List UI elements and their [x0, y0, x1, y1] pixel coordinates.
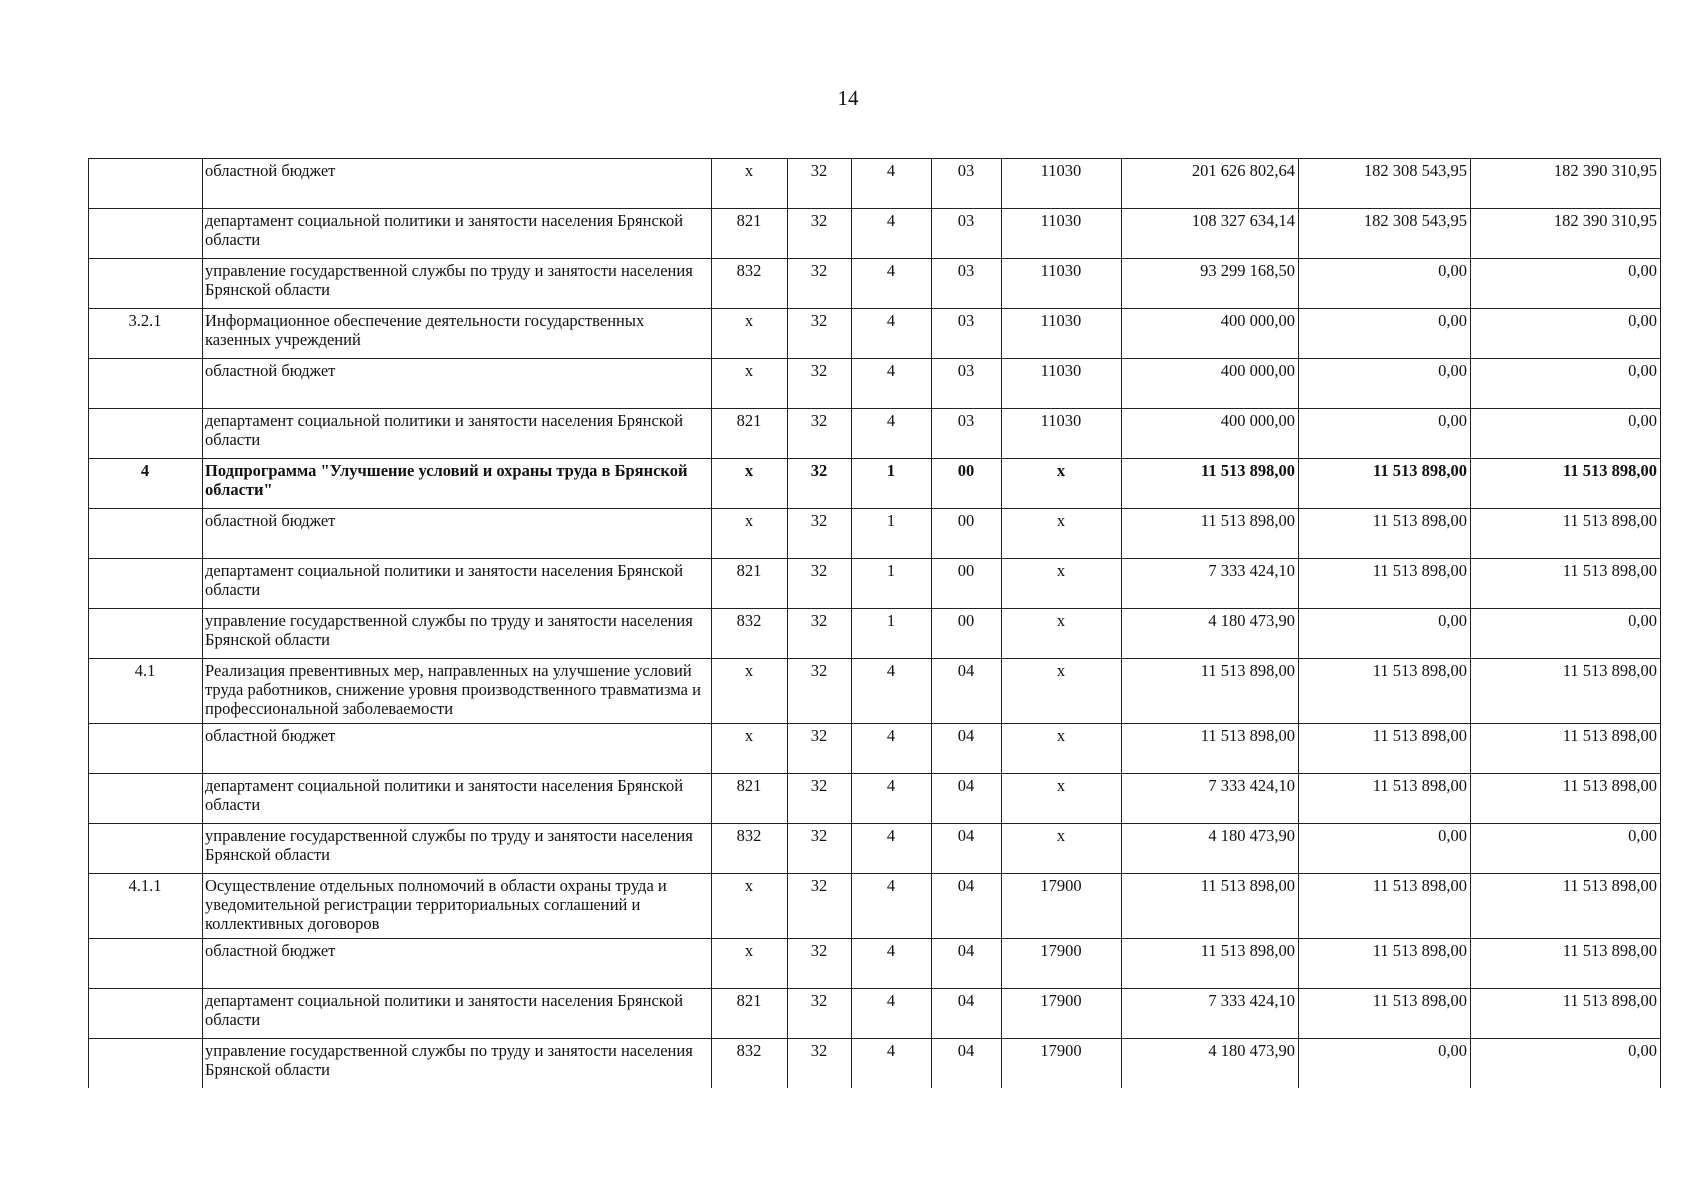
row-number: [89, 1039, 203, 1089]
cell-amount-2: 11 513 898,00: [1299, 939, 1471, 989]
cell-code-1: х: [712, 159, 788, 209]
table-row: [89, 509, 1661, 559]
row-name: департамент социальной политики и занятости населения Брянской области: [203, 774, 712, 824]
cell-code-5: х: [1002, 609, 1122, 659]
cell-code-4: 04: [932, 939, 1002, 989]
table-row: [89, 409, 1661, 459]
row-number: [89, 939, 203, 989]
cell-code-3: 1: [852, 559, 932, 609]
cell-amount-2: 182 308 543,95: [1299, 159, 1471, 209]
cell-amount-1: 93 299 168,50: [1122, 259, 1299, 309]
cell-code-2: 32: [788, 559, 852, 609]
cell-code-3: 1: [852, 609, 932, 659]
table-row: [89, 309, 1661, 359]
table-row: [89, 559, 1661, 609]
cell-amount-3: 11 513 898,00: [1471, 774, 1661, 824]
cell-code-4: 00: [932, 559, 1002, 609]
cell-code-5: х: [1002, 724, 1122, 774]
cell-code-5: 11030: [1002, 159, 1122, 209]
row-name: департамент социальной политики и занятости населения Брянской области: [203, 409, 712, 459]
cell-amount-3: 182 390 310,95: [1471, 209, 1661, 259]
row-number: [89, 824, 203, 874]
table-row: [89, 359, 1661, 409]
cell-code-1: 821: [712, 559, 788, 609]
cell-code-1: 832: [712, 824, 788, 874]
cell-code-1: 821: [712, 409, 788, 459]
cell-amount-2: 11 513 898,00: [1299, 724, 1471, 774]
cell-code-5: х: [1002, 509, 1122, 559]
cell-code-2: 32: [788, 459, 852, 509]
cell-code-4: 00: [932, 609, 1002, 659]
cell-amount-1: 400 000,00: [1122, 359, 1299, 409]
cell-code-4: 03: [932, 359, 1002, 409]
cell-amount-1: 11 513 898,00: [1122, 939, 1299, 989]
cell-amount-3: 11 513 898,00: [1471, 559, 1661, 609]
table-row: [89, 459, 1661, 509]
cell-amount-1: 11 513 898,00: [1122, 509, 1299, 559]
row-number: [89, 724, 203, 774]
cell-code-2: 32: [788, 774, 852, 824]
cell-amount-3: 0,00: [1471, 259, 1661, 309]
cell-code-3: 4: [852, 724, 932, 774]
cell-amount-3: 11 513 898,00: [1471, 939, 1661, 989]
cell-amount-1: 7 333 424,10: [1122, 989, 1299, 1039]
cell-amount-2: 11 513 898,00: [1299, 509, 1471, 559]
cell-code-5: 17900: [1002, 1039, 1122, 1089]
cell-amount-2: 11 513 898,00: [1299, 874, 1471, 939]
cell-code-1: х: [712, 309, 788, 359]
cell-code-5: х: [1002, 559, 1122, 609]
cell-amount-3: 11 513 898,00: [1471, 989, 1661, 1039]
cell-amount-3: 11 513 898,00: [1471, 874, 1661, 939]
cell-amount-2: 0,00: [1299, 309, 1471, 359]
row-number: [89, 509, 203, 559]
cell-code-2: 32: [788, 259, 852, 309]
cell-amount-3: 182 390 310,95: [1471, 159, 1661, 209]
cell-code-3: 4: [852, 774, 932, 824]
table-row: [89, 159, 1661, 209]
cell-code-3: 4: [852, 359, 932, 409]
cell-code-5: 17900: [1002, 939, 1122, 989]
cell-code-2: 32: [788, 659, 852, 724]
cell-code-2: 32: [788, 824, 852, 874]
row-name: Информационное обеспечение деятельности государственных казенных учреждений: [203, 309, 712, 359]
row-name: областной бюджет: [203, 509, 712, 559]
row-number: [89, 159, 203, 209]
row-number: 3.2.1: [89, 309, 203, 359]
cell-code-3: 1: [852, 509, 932, 559]
cell-code-5: х: [1002, 774, 1122, 824]
page-number: 14: [837, 86, 859, 110]
cell-amount-3: 0,00: [1471, 824, 1661, 874]
cell-code-1: 832: [712, 609, 788, 659]
cell-code-3: 4: [852, 874, 932, 939]
cell-code-4: 04: [932, 989, 1002, 1039]
cell-amount-3: 0,00: [1471, 1039, 1661, 1089]
row-name: областной бюджет: [203, 159, 712, 209]
cell-code-3: 4: [852, 939, 932, 989]
cell-code-1: х: [712, 939, 788, 989]
row-name: департамент социальной политики и занятости населения Брянской области: [203, 209, 712, 259]
cell-code-1: х: [712, 724, 788, 774]
row-name: Осуществление отдельных полномочий в области охраны труда и уведомительной регистрации территориальных соглашений и коллективных договоров: [203, 874, 712, 939]
cell-code-5: 11030: [1002, 309, 1122, 359]
cell-amount-1: 400 000,00: [1122, 409, 1299, 459]
cell-code-1: х: [712, 459, 788, 509]
cell-code-2: 32: [788, 159, 852, 209]
cell-code-1: 821: [712, 209, 788, 259]
cell-code-4: 03: [932, 209, 1002, 259]
cell-amount-1: 4 180 473,90: [1122, 609, 1299, 659]
cell-amount-2: 0,00: [1299, 259, 1471, 309]
cell-amount-3: 0,00: [1471, 409, 1661, 459]
cell-code-1: х: [712, 874, 788, 939]
table-row: [89, 989, 1661, 1039]
row-name: департамент социальной политики и занятости населения Брянской области: [203, 989, 712, 1039]
cell-amount-1: 4 180 473,90: [1122, 824, 1299, 874]
cell-amount-2: 0,00: [1299, 609, 1471, 659]
cell-code-1: х: [712, 509, 788, 559]
row-number: 4.1: [89, 659, 203, 724]
cell-code-5: 17900: [1002, 989, 1122, 1039]
cell-amount-2: 11 513 898,00: [1299, 774, 1471, 824]
row-number: 4: [89, 459, 203, 509]
cell-code-2: 32: [788, 209, 852, 259]
cell-code-3: 4: [852, 159, 932, 209]
cell-code-1: 832: [712, 1039, 788, 1089]
row-number: 4.1.1: [89, 874, 203, 939]
cell-amount-3: 0,00: [1471, 309, 1661, 359]
cell-code-5: 11030: [1002, 359, 1122, 409]
cell-amount-1: 7 333 424,10: [1122, 774, 1299, 824]
cell-amount-3: 11 513 898,00: [1471, 459, 1661, 509]
table-row: [89, 659, 1661, 724]
cell-amount-3: 0,00: [1471, 359, 1661, 409]
table-row: [89, 609, 1661, 659]
cell-code-1: 821: [712, 774, 788, 824]
cell-code-2: 32: [788, 874, 852, 939]
table-row: [89, 209, 1661, 259]
cell-code-2: 32: [788, 989, 852, 1039]
cell-code-1: х: [712, 359, 788, 409]
row-number: [89, 409, 203, 459]
cell-code-1: х: [712, 659, 788, 724]
cell-amount-1: 11 513 898,00: [1122, 659, 1299, 724]
cell-code-1: 821: [712, 989, 788, 1039]
row-name: Подпрограмма "Улучшение условий и охраны труда в Брянской области": [203, 459, 712, 509]
table-row: [89, 939, 1661, 989]
cell-code-5: х: [1002, 459, 1122, 509]
cell-amount-1: 4 180 473,90: [1122, 1039, 1299, 1089]
cell-code-4: 03: [932, 159, 1002, 209]
cell-amount-3: 11 513 898,00: [1471, 724, 1661, 774]
cell-amount-3: 11 513 898,00: [1471, 659, 1661, 724]
row-number: [89, 359, 203, 409]
row-number: [89, 609, 203, 659]
cell-code-3: 4: [852, 409, 932, 459]
cell-code-3: 4: [852, 309, 932, 359]
cell-code-3: 4: [852, 989, 932, 1039]
row-number: [89, 989, 203, 1039]
cell-amount-1: 108 327 634,14: [1122, 209, 1299, 259]
cell-code-4: 04: [932, 874, 1002, 939]
cell-code-4: 00: [932, 509, 1002, 559]
row-number: [89, 559, 203, 609]
cell-amount-2: 11 513 898,00: [1299, 659, 1471, 724]
cell-code-4: 03: [932, 309, 1002, 359]
cell-code-3: 4: [852, 259, 932, 309]
row-name: областной бюджет: [203, 724, 712, 774]
cell-amount-1: 11 513 898,00: [1122, 724, 1299, 774]
cell-code-2: 32: [788, 359, 852, 409]
cell-amount-1: 7 333 424,10: [1122, 559, 1299, 609]
table-row: [89, 774, 1661, 824]
cell-amount-2: 0,00: [1299, 359, 1471, 409]
cell-code-2: 32: [788, 724, 852, 774]
row-name: управление государственной службы по труду и занятости населения Брянской области: [203, 259, 712, 309]
cell-code-1: 832: [712, 259, 788, 309]
cell-code-2: 32: [788, 939, 852, 989]
cell-code-2: 32: [788, 409, 852, 459]
budget-table: [88, 158, 1661, 1088]
row-name: управление государственной службы по труду и занятости населения Брянской области: [203, 824, 712, 874]
cell-code-4: 04: [932, 659, 1002, 724]
cell-amount-2: 0,00: [1299, 824, 1471, 874]
cell-code-3: 4: [852, 1039, 932, 1089]
cell-amount-2: 11 513 898,00: [1299, 989, 1471, 1039]
cell-code-3: 4: [852, 209, 932, 259]
row-name: департамент социальной политики и занятости населения Брянской области: [203, 559, 712, 609]
row-number: [89, 209, 203, 259]
row-name: областной бюджет: [203, 359, 712, 409]
cell-amount-2: 0,00: [1299, 409, 1471, 459]
table-row: [89, 724, 1661, 774]
cell-code-2: 32: [788, 1039, 852, 1089]
cell-code-4: 00: [932, 459, 1002, 509]
cell-code-3: 4: [852, 659, 932, 724]
cell-code-5: 17900: [1002, 874, 1122, 939]
cell-code-5: х: [1002, 824, 1122, 874]
row-number: [89, 259, 203, 309]
cell-amount-2: 11 513 898,00: [1299, 459, 1471, 509]
cell-code-4: 04: [932, 1039, 1002, 1089]
cell-code-4: 03: [932, 409, 1002, 459]
cell-code-5: 11030: [1002, 259, 1122, 309]
cell-amount-3: 11 513 898,00: [1471, 509, 1661, 559]
table-row: [89, 824, 1661, 874]
cell-code-5: 11030: [1002, 209, 1122, 259]
cell-code-3: 4: [852, 824, 932, 874]
cell-code-4: 04: [932, 724, 1002, 774]
cell-code-4: 03: [932, 259, 1002, 309]
cell-amount-3: 0,00: [1471, 609, 1661, 659]
cell-code-4: 04: [932, 774, 1002, 824]
cell-amount-2: 0,00: [1299, 1039, 1471, 1089]
cell-code-4: 04: [932, 824, 1002, 874]
cell-amount-1: 11 513 898,00: [1122, 874, 1299, 939]
table-row: [89, 1039, 1661, 1089]
cell-amount-1: 11 513 898,00: [1122, 459, 1299, 509]
cell-code-2: 32: [788, 309, 852, 359]
row-name: управление государственной службы по труду и занятости населения Брянской области: [203, 1039, 712, 1089]
cell-amount-2: 182 308 543,95: [1299, 209, 1471, 259]
cell-amount-1: 201 626 802,64: [1122, 159, 1299, 209]
row-name: областной бюджет: [203, 939, 712, 989]
row-name: управление государственной службы по труду и занятости населения Брянской области: [203, 609, 712, 659]
table-row: [89, 874, 1661, 939]
table-row: [89, 259, 1661, 309]
cell-code-2: 32: [788, 609, 852, 659]
cell-code-5: х: [1002, 659, 1122, 724]
cell-amount-2: 11 513 898,00: [1299, 559, 1471, 609]
cell-code-5: 11030: [1002, 409, 1122, 459]
row-number: [89, 774, 203, 824]
cell-code-3: 1: [852, 459, 932, 509]
cell-code-2: 32: [788, 509, 852, 559]
cell-amount-1: 400 000,00: [1122, 309, 1299, 359]
row-name: Реализация превентивных мер, направленных на улучшение условий труда работников, снижение уровня производственного травматизма и профессиональной заболеваемости: [203, 659, 712, 724]
